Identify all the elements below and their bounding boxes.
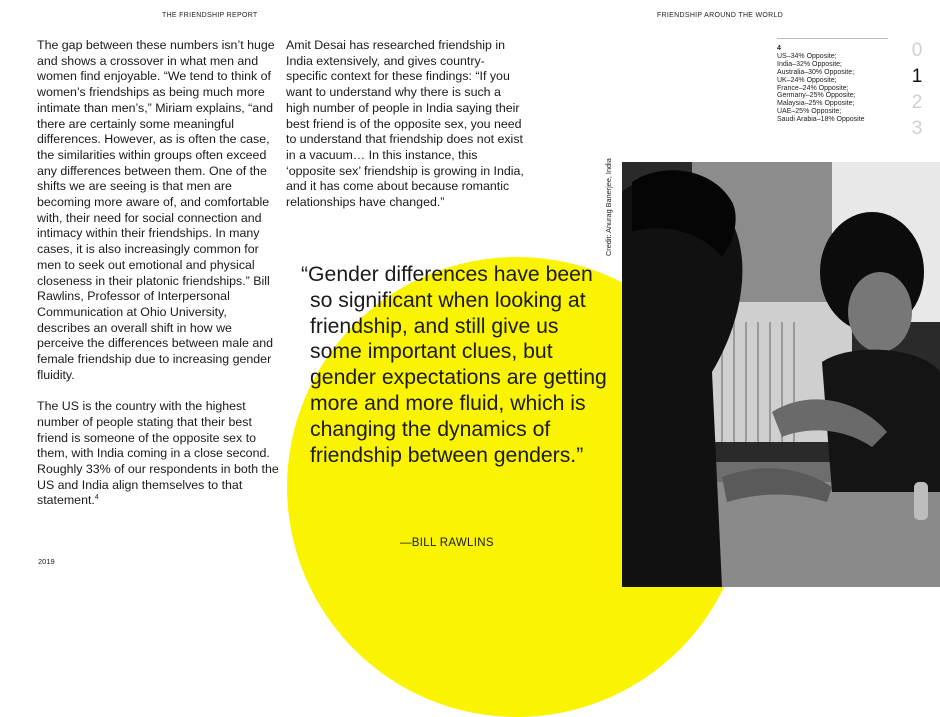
section-index bbox=[906, 38, 928, 142]
photo-two-friends bbox=[622, 162, 940, 587]
body-paragraph bbox=[37, 399, 282, 509]
footnote-line: France–24% Opposite; bbox=[777, 84, 849, 92]
footnote-line: Australia–30% Opposite; bbox=[777, 68, 855, 76]
pull-quote: “Gender differences have been so significant when looking at friendship, and still give us some important clues, but gender expectations are getting more and more fluid, which is changing the dynamics of friendship between genders.” bbox=[301, 263, 607, 467]
pull-quote-attribution: —BILL RAWLINS bbox=[400, 537, 494, 549]
footnote-line: Saudi Arabia–18% Opposite bbox=[777, 116, 865, 124]
section-index-item[interactable]: 0 bbox=[911, 40, 923, 61]
footnote-line: US–34% Opposite; bbox=[777, 52, 837, 60]
photo-credit: Credit: Anurag Banerjee, India bbox=[604, 158, 613, 256]
footnote-line: Germany–25% Opposite; bbox=[777, 92, 856, 100]
photo-illustration bbox=[622, 162, 940, 587]
footnote-number: 4 bbox=[777, 45, 781, 52]
body-paragraph-text: The US is the country with the highest number of people stating that their best friend is someone of the opposite sex to them, with India coming in a close second. Roughly 33% of our respondents in both the US and India align themselves to that statement. bbox=[37, 399, 279, 508]
section-index-item-active[interactable]: 1 bbox=[911, 66, 923, 87]
section-index-item[interactable]: 2 bbox=[911, 92, 923, 113]
body-column-left bbox=[37, 38, 282, 525]
running-head-left: THE FRIENDSHIP REPORT bbox=[162, 12, 258, 19]
section-index-item[interactable]: 3 bbox=[911, 118, 923, 139]
body-column-middle bbox=[286, 38, 526, 226]
body-paragraph: Amit Desai has researched friendship in India extensively, and gives country-specific context for these findings: “If you want to understand why there is such a high number of people in India saying their best friend is of the opposite sex, you need to understand that friendship does not exist in a vacuum… In this instance, this ‘opposite sex’ friendship is growing in India, and it has come about because romantic relationships have changed.” bbox=[286, 38, 524, 210]
footer-year: 2019 bbox=[38, 557, 55, 566]
running-head-right: FRIENDSHIP AROUND THE WORLD bbox=[657, 12, 784, 19]
body-paragraph: The gap between these numbers isn’t huge and shows a crossover in what men and women find enjoyable. “We tend to think of women’s friendships as being much more intimate than men’s,” Miriam explains, “and there are certainly some meaningful differences. However, as is often the case, the similarities within groups often exceed any differences between them. One of the shifts we are seeing is that men are becoming more aware of, and comfortable with, their need for social connection and intimacy within their friendships. In many cases, it is also increasingly common for men to seek out emotional and physical closeness in their platonic friendships.” Bill Rawlins, Professor of Interpersonal Communication at Ohio University, describes an overall shift in how we perceive the differences between male and female friendship due to increasing gender fluidity. bbox=[37, 38, 275, 382]
footnote-reference[interactable]: 4 bbox=[94, 494, 99, 502]
footnote-line: India–32% Opposite; bbox=[777, 60, 842, 68]
footnote-line: UK–24% Opposite; bbox=[777, 76, 837, 84]
footnote-divider bbox=[777, 38, 888, 39]
footnote-line: Malaysia–25% Opposite; bbox=[777, 100, 855, 108]
footnote-line: UAE–25% Opposite; bbox=[777, 108, 842, 116]
footnote bbox=[777, 45, 865, 124]
